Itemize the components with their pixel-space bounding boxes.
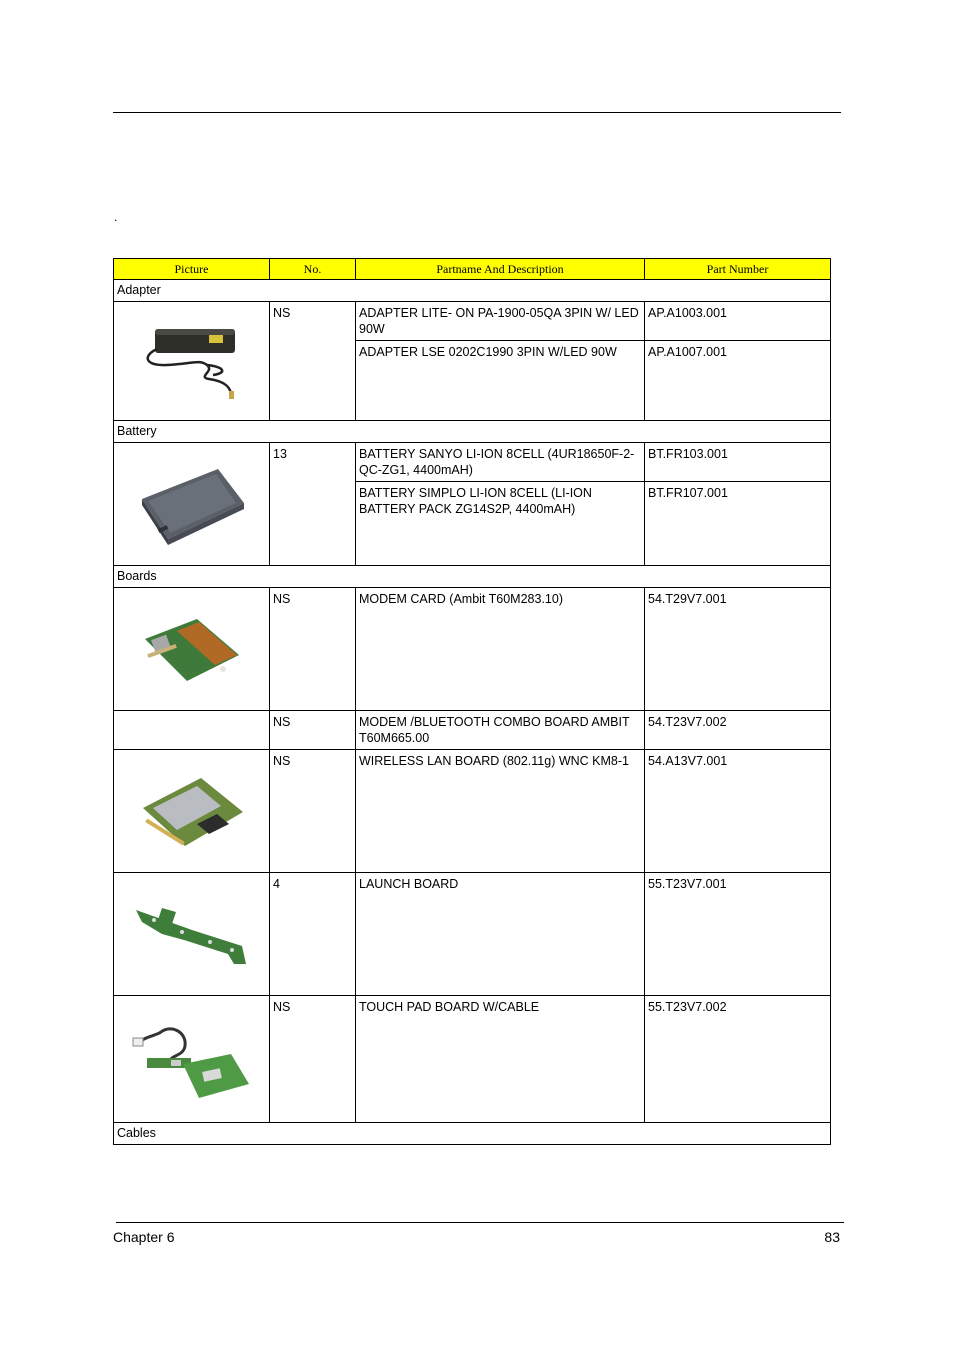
footer-chapter: Chapter 6 bbox=[113, 1229, 175, 1245]
wlan-desc: WIRELESS LAN BOARD (802.11g) WNC KM8-1 bbox=[356, 750, 645, 873]
category-battery: Battery bbox=[114, 421, 831, 443]
launch-picture-cell bbox=[114, 873, 270, 996]
table-row bbox=[114, 873, 831, 996]
modem-no: NS bbox=[270, 588, 356, 711]
modem-picture-cell bbox=[114, 588, 270, 711]
adapter2-desc: ADAPTER LSE 0202C1990 3PIN W/LED 90W bbox=[356, 341, 645, 421]
touchpad-picture-cell bbox=[114, 996, 270, 1123]
touchpad-desc: TOUCH PAD BOARD W/CABLE bbox=[356, 996, 645, 1123]
column-header-part-number: Part Number bbox=[645, 259, 831, 280]
adapter1-desc: ADAPTER LITE- ON PA-1900-05QA 3PIN W/ LED 90W bbox=[356, 302, 645, 341]
table-row bbox=[114, 302, 831, 341]
combo-picture-cell bbox=[114, 711, 270, 750]
combo-no: NS bbox=[270, 711, 356, 750]
parts-table bbox=[113, 258, 831, 1145]
column-header-description: Partname And Description bbox=[356, 259, 645, 280]
battery1-desc: BATTERY SANYO LI-ION 8CELL (4UR18650F-2-QC-ZG1, 4400mAH) bbox=[356, 443, 645, 482]
category-boards: Boards bbox=[114, 566, 831, 588]
table-row bbox=[114, 750, 831, 873]
table-row bbox=[114, 711, 831, 750]
table-row bbox=[114, 588, 831, 711]
stray-dot: . bbox=[114, 210, 118, 224]
combo-desc: MODEM /BLUETOOTH COMBO BOARD AMBIT T60M665.00 bbox=[356, 711, 645, 750]
category-row bbox=[114, 566, 831, 588]
battery-image bbox=[132, 459, 252, 549]
launch-part: 55.T23V7.001 bbox=[645, 873, 831, 996]
battery2-desc: BATTERY SIMPLO LI-ION 8CELL (LI-ION BATTERY PACK ZG14S2P, 4400mAH) bbox=[356, 482, 645, 566]
touchpad-no: NS bbox=[270, 996, 356, 1123]
ac-adapter-image bbox=[137, 321, 247, 401]
launch-desc: LAUNCH BOARD bbox=[356, 873, 645, 996]
footer-page-number: 83 bbox=[824, 1229, 840, 1245]
adapter1-part: AP.A1003.001 bbox=[645, 302, 831, 341]
combo-part: 54.T23V7.002 bbox=[645, 711, 831, 750]
category-row bbox=[114, 421, 831, 443]
footer-rule bbox=[116, 1222, 844, 1223]
battery-no: 13 bbox=[270, 443, 356, 566]
wlan-no: NS bbox=[270, 750, 356, 873]
modem-part: 54.T29V7.001 bbox=[645, 588, 831, 711]
touchpad-part: 55.T23V7.002 bbox=[645, 996, 831, 1123]
battery-picture-cell bbox=[114, 443, 270, 566]
category-row bbox=[114, 280, 831, 302]
adapter2-part: AP.A1007.001 bbox=[645, 341, 831, 421]
adapter-picture-cell bbox=[114, 302, 270, 421]
category-row bbox=[114, 1123, 831, 1145]
adapter-no: NS bbox=[270, 302, 356, 421]
table-header-row bbox=[114, 259, 831, 280]
category-cables: Cables bbox=[114, 1123, 831, 1145]
column-header-no: No. bbox=[270, 259, 356, 280]
wlan-picture-cell bbox=[114, 750, 270, 873]
modem-desc: MODEM CARD (Ambit T60M283.10) bbox=[356, 588, 645, 711]
table-row bbox=[114, 996, 831, 1123]
top-rule bbox=[113, 112, 841, 113]
column-header-picture: Picture bbox=[114, 259, 270, 280]
battery1-part: BT.FR103.001 bbox=[645, 443, 831, 482]
touch-pad-board-image bbox=[127, 1014, 257, 1104]
modem-card-image bbox=[137, 609, 247, 689]
battery2-part: BT.FR107.001 bbox=[645, 482, 831, 566]
launch-no: 4 bbox=[270, 873, 356, 996]
table-row bbox=[114, 443, 831, 482]
category-adapter: Adapter bbox=[114, 280, 831, 302]
wireless-lan-card-image bbox=[137, 768, 247, 854]
launch-board-image bbox=[132, 894, 252, 974]
wlan-part: 54.A13V7.001 bbox=[645, 750, 831, 873]
